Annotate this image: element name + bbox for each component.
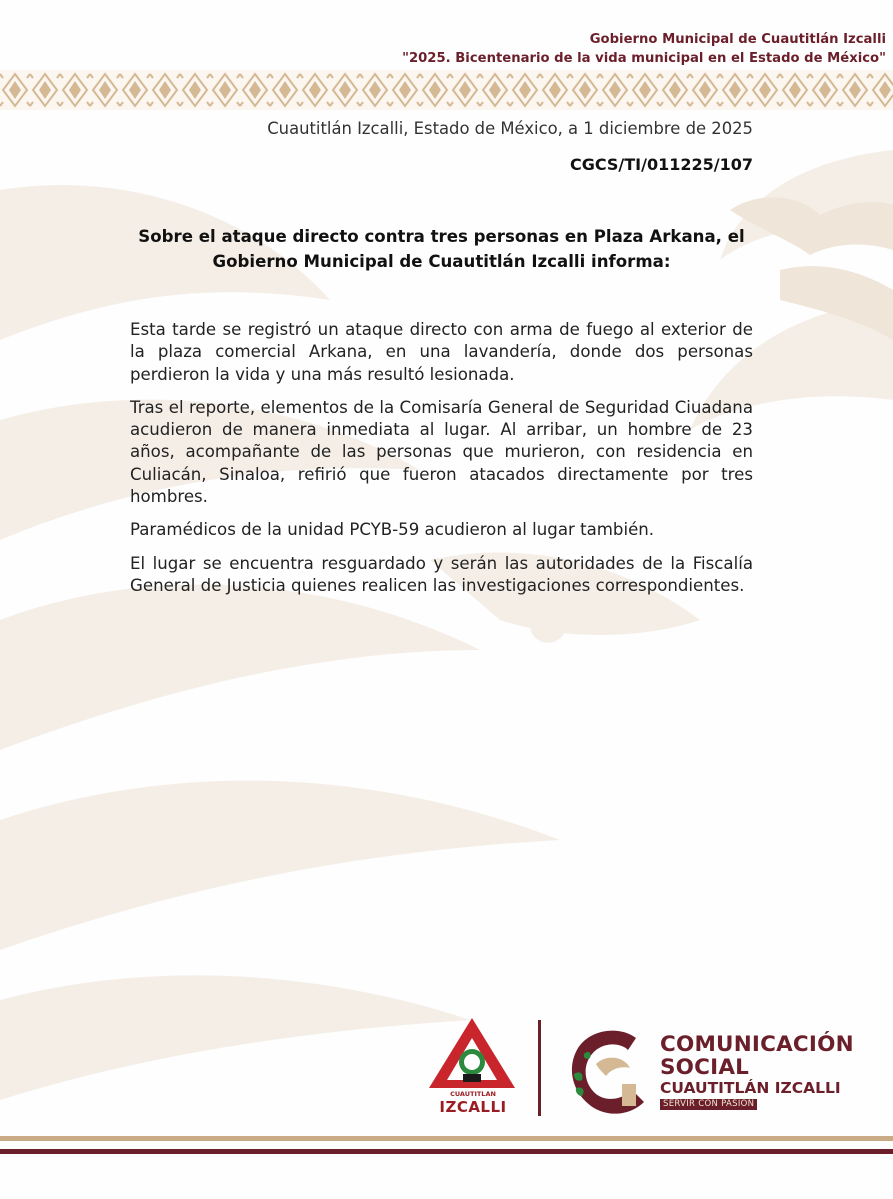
body-text xyxy=(130,319,753,608)
decorative-pattern-band xyxy=(0,70,893,110)
cs-motto: SERVIR CON PASIÓN xyxy=(660,1099,757,1110)
izcalli-wordmark: IZCALLI xyxy=(439,1098,507,1116)
subject-line-1: Sobre el ataque directo contra tres personas en Plaza Arkana, el xyxy=(138,227,745,246)
dateline: Cuautitlán Izcalli, Estado de México, a 1 diciembre de 2025 xyxy=(267,119,753,138)
year-motto: "2025. Bicentenario de la vida municipal en el Estado de México" xyxy=(402,51,886,66)
izcalli-small-text: CUAUTITLAN xyxy=(450,1090,496,1098)
paragraph: Esta tarde se registró un ataque directo con arma de fuego al exterior de la plaza comercial Arkana, en una lavandería, donde dos personas perdieron la vida y una más resultó lesionada. xyxy=(130,320,753,384)
paragraph: Paramédicos de la unidad PCYB-59 acudieron al lugar también. xyxy=(130,520,655,540)
footer-rule xyxy=(0,1136,893,1156)
comunicacion-social-title xyxy=(660,1033,854,1079)
government-name: Gobierno Municipal de Cuautitlán Izcalli xyxy=(589,32,886,47)
paragraph: El lugar se encuentra resguardado y serán las autoridades de la Fiscalía General de Justicia quienes realicen las investigaciones correspondientes. xyxy=(130,553,753,595)
comunicacion-social-emblem xyxy=(566,1024,656,1116)
cs-city-name: CUAUTITLÁN IZCALLI xyxy=(660,1079,841,1097)
subject-line-2: Gobierno Municipal de Cuautitlán Izcalli informa: xyxy=(212,252,671,271)
cs-title-line-2: SOCIAL xyxy=(660,1055,750,1080)
reference-number: CGCS/TI/011225/107 xyxy=(569,155,753,174)
logo-divider xyxy=(538,1020,541,1116)
subject-heading xyxy=(130,224,753,274)
paragraph: Tras el reporte, elementos de la Comisaría General de Seguridad Ciuadana acudieron de manera inmediata al lugar. Al arribar, un hombre de 23 años, acompañante de las personas que murieron, con residencia en Culiacán, Sinaloa, refirió que fueron atacados directamente por tres hombres. xyxy=(130,397,753,507)
cs-title-line-1: COMUNICACIÓN xyxy=(660,1032,854,1057)
header-block xyxy=(402,30,886,68)
